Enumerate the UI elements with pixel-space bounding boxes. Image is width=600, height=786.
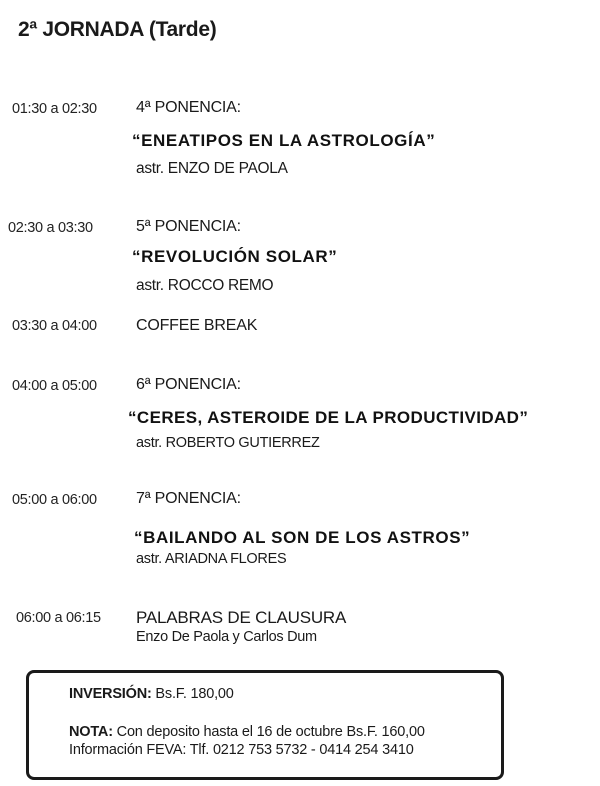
inversion-line [69, 686, 234, 702]
session-time: 05:00 a 06:00 [12, 492, 97, 508]
session-title: “BAILANDO AL SON DE LOS ASTROS” [134, 528, 471, 547]
session-title: “REVOLUCIÓN SOLAR” [132, 247, 338, 266]
session-label: COFFEE BREAK [136, 317, 258, 334]
session-speaker: Enzo De Paola y Carlos Dum [136, 629, 317, 645]
inversion-label: INVERSIÓN: [69, 686, 152, 702]
session-label: 7ª PONENCIA: [136, 490, 241, 507]
session-time: 06:00 a 06:15 [16, 610, 101, 626]
session-title: “ENEATIPOS EN LA ASTROLOGÍA” [132, 131, 436, 150]
session-time: 01:30 a 02:30 [12, 101, 97, 117]
nota-value: Con deposito hasta el 16 de octubre Bs.F. 160,00 [112, 724, 425, 740]
session-label: 5ª PONENCIA: [136, 218, 241, 235]
session-time: 02:30 a 03:30 [8, 220, 93, 236]
session-speaker: astr. ROCCO REMO [136, 277, 274, 294]
nota-label: NOTA: [69, 724, 113, 740]
session-speaker: astr. ENZO DE PAOLA [136, 160, 288, 177]
session-time: 04:00 a 05:00 [12, 378, 97, 394]
info-box [26, 670, 504, 780]
inversion-value: Bs.F. 180,00 [151, 686, 234, 702]
session-speaker: astr. ROBERTO GUTIERREZ [136, 435, 320, 451]
session-speaker: astr. ARIADNA FLORES [136, 551, 287, 567]
session-title: “CERES, ASTEROIDE DE LA PRODUCTIVIDAD” [128, 408, 529, 427]
session-label: PALABRAS DE CLAUSURA [136, 608, 347, 627]
nota-line [69, 724, 425, 740]
session-label: 4ª PONENCIA: [136, 99, 241, 116]
session-label: 6ª PONENCIA: [136, 376, 241, 393]
page-title: 2ª JORNADA (Tarde) [18, 18, 217, 41]
contact-line: Información FEVA: Tlf. 0212 753 5732 - 0414 254 3410 [69, 742, 414, 758]
session-time: 03:30 a 04:00 [12, 318, 97, 334]
